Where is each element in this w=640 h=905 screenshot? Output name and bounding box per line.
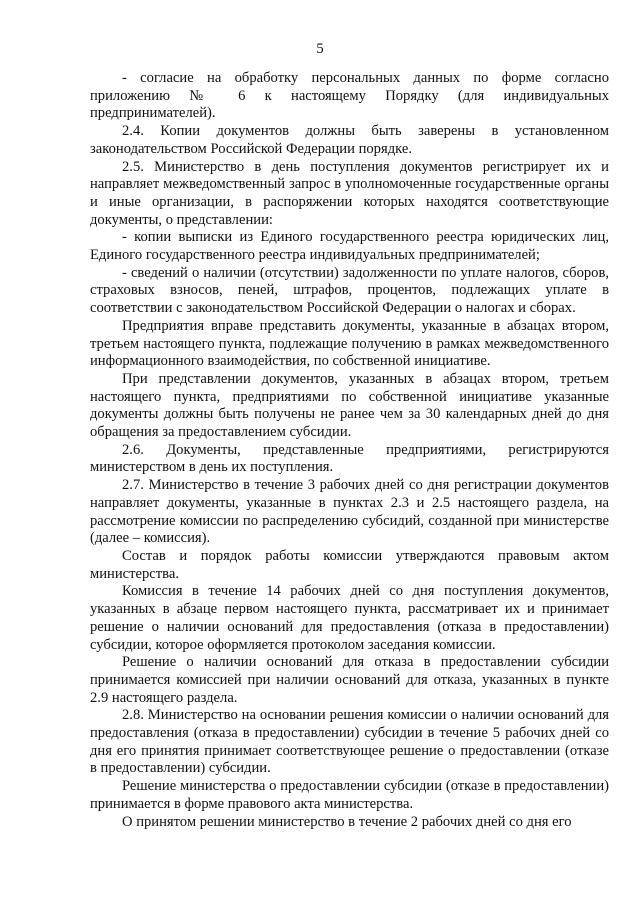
paragraph-30-days: При представлении документов, указанных в абзацах втором, третьем настоящего пункта, предприятиями по собственной инициативе указанные документы должны быть получены не ранее чем за 30 календарных дней до дня обращения за предоставлением субсидии. — [90, 370, 609, 441]
paragraph-2-7: 2.7. Министерство в течение 3 рабочих дней со дня регистрации документов направляет документы, указанные в пунктах 2.3 и 2.5 настоящего раздела, на рассмотрение комиссии по распределению субсидий, созданной при министерстве (далее – комиссия). — [90, 477, 609, 547]
paragraph-2-8: 2.8. Министерство на основании решения комиссии о наличии оснований для предоставления (отказа в предоставлении) субсидии в течение 5 рабочих дней со дня его принятия принимает соответствующее решение о предоставлении (отказе в предоставлении) субсидии. — [90, 707, 609, 777]
paragraph-commission-composition: Состав и порядок работы комиссии утверждаются правовым актом министерства. — [90, 547, 609, 582]
paragraph-2-4: 2.4. Копии документов должны быть заверены в установленном законодательством Российской Федерации порядке. — [90, 123, 609, 157]
paragraph-2-6: 2.6. Документы, представленные предприятиями, регистрируются министерством в день их поступления. — [90, 441, 609, 476]
paragraph-tax-debt: - сведений о наличии (отсутствии) задолженности по уплате налогов, сборов, страховых взносов, пеней, штрафов, процентов, подлежащих уплате в соответствии с законодательством Российской Федерации о налогах и сборах. — [90, 264, 609, 317]
paragraph-notification: О принятом решении министерство в течение 2 рабочих дней со дня его — [122, 813, 572, 830]
paragraph-own-initiative: Предприятия вправе представить документы, указанные в абзацах втором, третьем настоящего пункта, подлежащие получению в рамках межведомственного информационного взаимодействия, по собственной инициативе. — [90, 317, 609, 370]
paragraph-2-5: 2.5. Министерство в день поступления документов регистрирует их и направляет межведомственный запрос в уполномоченные государственные органы и иные организации, в распоряжении которых находятся соответствующие документы, о представлении: — [90, 158, 609, 228]
paragraph-commission-review: Комиссия в течение 14 рабочих дней со дня поступления документов, указанных в абзаце первом настоящего пункта, рассматривает их и принимает решение о наличии оснований для предоставления (отказа в предоставлении) субсидии, которое оформляется протоколом заседания комиссии. — [90, 583, 609, 653]
paragraph-registry-extract: - копии выписки из Единого государственного реестра юридических лиц, Единого государственного реестра индивидуальных предпринимателей; — [90, 229, 609, 264]
paragraph-refusal-decision: Решение о наличии оснований для отказа в предоставлении субсидии принимается комиссией при наличии оснований для отказа, указанных в пункте 2.9 настоящего раздела. — [90, 654, 609, 706]
paragraph-ministry-decision: Решение министерства о предоставлении субсидии (отказе в предоставлении) принимается в форме правового акта министерства. — [90, 778, 609, 812]
page-number: 5 — [316, 41, 324, 57]
document-body — [90, 70, 609, 831]
paragraph-consent: - согласие на обработку персональных данных по форме согласно приложению № 6 к настоящему Порядку (для индивидуальных предпринимателей). — [90, 70, 609, 122]
